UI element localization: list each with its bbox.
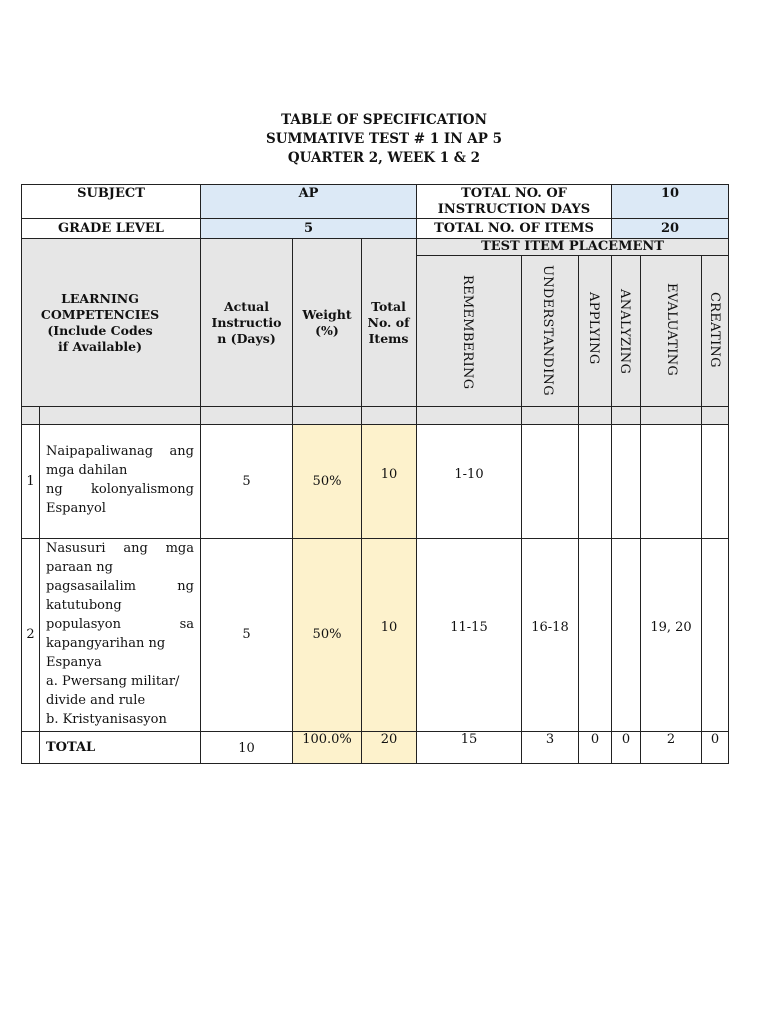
- competency-line: divide and rule: [46, 693, 146, 708]
- row-number: 2: [26, 627, 35, 642]
- weight-value: 50%: [312, 473, 342, 489]
- applying-value: [579, 425, 611, 525]
- competency-line: paraan ng: [46, 560, 113, 575]
- competency-line: a. Pwersang militar/: [46, 674, 180, 689]
- level-header-understanding: UNDERSTANDING: [540, 265, 555, 396]
- total-items-label: TOTAL NO. OF ITEMS: [434, 220, 594, 236]
- items-value: 10: [380, 620, 398, 635]
- title-line-1: TABLE OF SPECIFICATION: [281, 112, 487, 128]
- subject-value: AP: [298, 186, 319, 201]
- document-title: [0, 111, 768, 168]
- actual-days-header: Actual Instructio n (Days): [211, 298, 282, 346]
- level-header-analyzing: ANALYZING: [617, 289, 632, 375]
- competency-line: Nasusuri ang mga: [46, 541, 194, 556]
- evaluating-value: [641, 425, 701, 525]
- competency-line: kapangyarihan ng: [46, 636, 166, 651]
- weight-header: Weight (%): [302, 306, 352, 338]
- total-label: TOTAL: [46, 739, 96, 755]
- total-remembering: 15: [460, 732, 478, 747]
- creating-value: [702, 425, 728, 525]
- competency-line: b. Kristyanisasyon: [46, 712, 167, 727]
- competency-line: pagsasailalim ng: [46, 579, 194, 594]
- instruction-days-value: 10: [660, 186, 680, 201]
- total-evaluating: 2: [666, 732, 676, 747]
- competency-text: [46, 539, 194, 729]
- level-header-creating: CREATING: [707, 292, 722, 368]
- competency-line: Espanyol: [46, 501, 106, 516]
- subject-label: SUBJECT: [77, 186, 145, 201]
- competency-line: populasyon sa: [46, 617, 194, 632]
- grade-level-label: GRADE LEVEL: [58, 220, 164, 236]
- competency-line: Espanya: [46, 655, 102, 670]
- applying-value: [579, 539, 611, 717]
- competency-line: mga dahilan: [46, 463, 128, 478]
- total-items-value: 20: [660, 220, 680, 236]
- grade-level-value: 5: [303, 220, 314, 236]
- total-applying: 0: [590, 732, 600, 747]
- actual-days-value: 5: [242, 627, 251, 642]
- remembering-value: 1-10: [454, 467, 484, 482]
- test-item-placement-header: TEST ITEM PLACEMENT: [481, 239, 664, 254]
- total-creating: 0: [710, 732, 720, 747]
- remembering-value: 11-15: [450, 620, 488, 635]
- level-header-applying: APPLYING: [586, 292, 601, 365]
- competency-text: [46, 442, 194, 518]
- evaluating-value: 19, 20: [650, 620, 692, 635]
- total-days: 10: [238, 741, 255, 756]
- competencies-header: LEARNING COMPETENCIES (Include Codes if Available): [40, 290, 160, 354]
- instruction-days-label: TOTAL NO. OF INSTRUCTION DAYS: [437, 185, 591, 217]
- level-header-evaluating: EVALUATING: [664, 283, 679, 377]
- total-analyzing: 0: [621, 732, 631, 747]
- competency-line: ng kolonyalismong: [46, 482, 194, 497]
- actual-days-value: 5: [242, 473, 251, 489]
- total-weight: 100.0%: [302, 732, 352, 747]
- row-number: 1: [26, 473, 35, 489]
- level-header-remembering: REMEMBERING: [460, 275, 475, 390]
- title-line-2: SUMMATIVE TEST # 1 IN AP 5: [266, 131, 502, 147]
- creating-value: [702, 539, 728, 717]
- understanding-value: [522, 425, 578, 525]
- total-items: 20: [380, 732, 398, 747]
- understanding-value: 16-18: [531, 620, 569, 635]
- competency-line: Naipapaliwanag ang: [46, 444, 194, 459]
- title-line-3: QUARTER 2, WEEK 1 & 2: [287, 150, 481, 166]
- total-items-header: Total No. of Items: [367, 298, 410, 346]
- analyzing-value: [612, 539, 640, 717]
- analyzing-value: [612, 425, 640, 525]
- competency-line: katutubong: [46, 598, 122, 613]
- weight-value: 50%: [312, 627, 342, 642]
- total-understanding: 3: [545, 732, 555, 747]
- items-value: 10: [380, 467, 398, 482]
